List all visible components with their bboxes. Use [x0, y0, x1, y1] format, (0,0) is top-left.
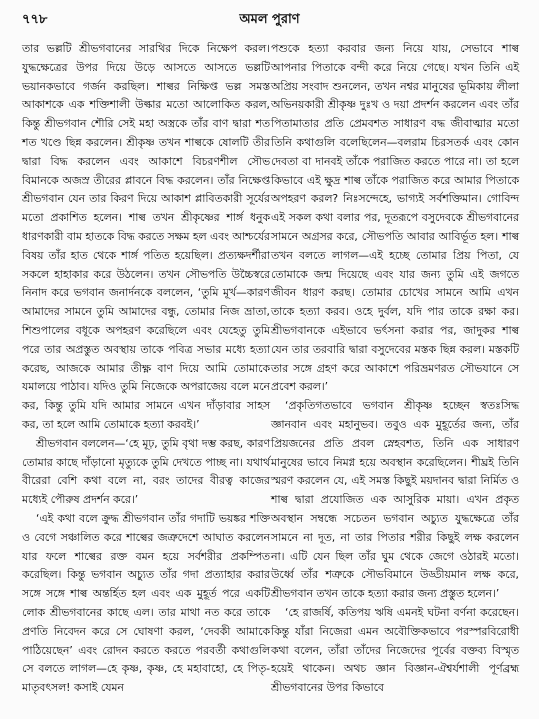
page-header	[22, 8, 517, 32]
paragraph: ‘এই কথা বলে ক্রুদ্ধ শ্রীভগবান তাঁর গদাটি ভয়ঙ্কর শক্তি ও বেগে সঞ্চালিত করে শাল্বের জত্রুদেশে আঘাত করলেন যার ফলে শাল্বের রক্ত বমন হয়ে সর্বশরীর প্রকম্পিত করেছিল। কিন্তু ভগবান অচ্যুত তাঁর গদা প্রত্যাহার করার সঙ্গে সঙ্গে শাল্ব অন্তর্হিত হল এবং এক মুহূর্ত পরে একটি লোক শ্রীভগবানের কাছে এল। তার মাথা নত করে তাকে প্রণতি নিবেদন করে সে ঘোষণা করল, ‘দেবকী আমাকে পাঠিয়েছেন’ এবং রোদন করতে করতে পরবর্তী কথাগুলি সে বলতে লাগল—হে কৃষ্ণ, কৃষ্ণ, হে মহাবাহো, হে পিতৃ-মাতৃবৎসল! কসাই যেমন	[22, 511, 270, 695]
left-column	[22, 40, 270, 698]
paragraph: পশুকে হত্যা করবার জন্য নিয়ে যায়, সেভাবে শাল্ব আপনার পিতাকে বন্দী করে নিয়ে গেছে। যখন তিনি এই অপ্রিয় সংবাদ শুনলেন, তখন নশ্বর মানুষের ভূমিকায় লীলা অভিনয়কারী শ্রীকৃষ্ণ দুঃখ ও দয়া প্রদর্শন করলেন এবং তাঁর পিতামাতার প্রতি প্রেমবশত সাধারণ বদ্ধ জীবাত্মার মতো তিনি কথাগুলি বলেছিলেন—বলরাম চিরসতর্ক এবং কোন দেবতা বা দানবই তাঁকে পরাজিত করতে পারে না। তা হলে কিভাবে এই ক্ষুদ্র শাল্ব তাঁকে পরাজিত করে আমার পিতাকে অপহরণ করল? নিঃসন্দেহে, ভাগ্যই সর্বশক্তিমান। গোবিন্দ এই সকল কথা বলার পর, দূতরূপে বসুদেবকে শ্রীভগবানের সামনে অগ্রসর করে, সৌভপতি আবার আবির্ভূত হল। শাল্ব তখন বলতে লাগল—এই হচ্ছে তোমার প্রিয় পিতা, যে তোমাকে জন্ম দিয়েছে এবং যার জন্য তুমি এই জগতে জীবন ধারণ করছ। তোমার চোখের সামনে আমি এখন তাকে হত্যা করব। ওহে দুর্বল, যদি পার তাকে রক্ষা কর। শ্রীভগবানকে এইভাবে ভর্ৎসনা করার পর, জাদুকর শাল্ব যেন তার তরবারি দ্বারা বসুদেবের মস্তক ছিন্ন করল। মস্তকটি তার সঙ্গে গ্রহণ করে আকাশে পরিভ্রমণরত সৌভযানে সে প্রবেশ করল।’	[271, 42, 519, 394]
paragraph: তার ভল্লটি শ্রীভগবানের সারথির দিকে নিক্ষেপ করল। যুদ্ধক্ষেত্রের উপর দিয়ে উড়ে আসতে আসতে ভল্লটি ভয়ানকভাবে গর্জন করছিল। শাল্বর নিক্ষিপ্ত ভল্ল সমস্ত আকাশকে এক শক্তিশালী উল্কার মতো আলোকিত করল, কিন্তু শ্রীভগবান শৌরি সেই মহা অস্ত্রকে তাঁর বাণ দ্বারা শত শত খণ্ডে ছিন্ন করলেন। শ্রীকৃষ্ণ তখন শাল্বকে ষোলটি তীর দ্বারা বিদ্ধ করলেন এবং আকাশে বিচরণশীল সৌভ বিমানকে অজস্র তীরের প্লাবনে বিদ্ধ করলেন। তাঁর নিক্ষেপ্ত শ্রীভগবান যেন তার কিরণ দিয়ে আকাশ প্লাবিতকারী সূর্যের মতো প্রকাশিত হলেন। শাল্ব তখন শ্রীকৃষ্ণের শার্ঙ্গ ধনুক ধারণকারী বাম হাতকে বিদ্ধ করতে সক্ষম হল এবং আশ্চর্যের বিষয় তাঁর হাত থেকে শার্ঙ্গ পতিত হয়েছিল। প্রত্যক্ষদর্শীরা সকলে হাহাকার করে উঠলেন। তখন সৌভপতি উচ্চৈস্বরে নিনাদ করে ভগবান জনার্দনকে বললেন, ‘তুমি মূর্খ—কারণ আমাদের সামনে তুমি আমাদের বন্ধু, তোমার নিজ ভ্রাতা, শিশুপালের বধূকে অপহরণ করেছিলে এবং যেহেতু তুমি পরে তার অপ্রস্তুত অবস্থায় তাকে পবিত্র সভার মধ্যে হত্যা করেছ, আজকে আমার তীক্ষ্ণ বাণ দিয়ে আমি তোমাকে যমালয়ে পাঠাব। যদিও তুমি নিজেকে অপরাজেয় বলে মনে কর, কিন্তু তুমি যদি আমার সামনে এখন দাঁড়াবার সাহস কর, তা হলে আমি তোমাকে হত্যা করবই।’	[22, 42, 270, 431]
paragraph: ‘হে রাজর্ষি, কতিপয় ঋষি এমনই ঘটনা বর্ণনা করেছেন। কিন্তু যাঁরা নিজেরা এমন অবৌক্তিকভাবে পরস্পরবিরোধী কথা বলেন, তাঁরা তাঁদের নিজেদের পূর্বের বক্তব্য বিস্মৃত হয়েই থাকেন। অথচ জ্ঞান বিজ্ঞান-ঐশ্বর্যশালী পূর্ণব্রহ্ম শ্রীভগবানের উপর কিভাবে	[271, 605, 519, 695]
page-title: অমল পুরাণ	[239, 12, 300, 27]
paragraph: শ্রীভগবান বললেন—‘হে মূঢ়, তুমি বৃথা দম্ভ করছ, কারণ তোমার কাছে দাঁড়ানো মৃত্যুকে তুমি দেখতে পাচ্ছ না। যথার্থ বীরেরা বেশি কথা বলে না, বরং তাদের বীরত্ব কাজের মধ্যেই পৌরুষ প্রদর্শন করে।’	[22, 436, 270, 507]
right-column	[271, 40, 519, 698]
page-number: ৭৭৮	[22, 12, 48, 27]
paragraph: ‘প্রকৃতিগতভাবে ভগবান শ্রীকৃষ্ণ হচ্ছেন স্বতঃসিদ্ধ জ্ঞানবান এবং মহানুভব। তবুও এক মুহূর্তের জন্য, তাঁর প্রিয়জনের প্রতি প্রবল স্নেহবশত, তিনি এক সাধারণ মানুষের ভাবে নিমগ্ন হয়ে অবস্থান করেছিলেন। শীঘ্রই তিনি স্মরণ করলেন যে, এই সমস্ত কিছুই ময়দানব দ্বারা নির্মিত ও শাল্ব দ্বারা প্রযোজিত এক আসুরিক মায়া। এখন প্রকৃত অবস্থান সম্বন্ধে সচেতন ভগবান অচ্যুত যুদ্ধক্ষেত্রে তাঁর সামনে না দূত, না তার পিতার শরীর কিছুই লক্ষ করলেন না। এটি যেন ছিল তাঁর ঘুম থেকে জেগে ওঠারই মতো। উর্ধ্বে তাঁর শত্রুকে সৌভবিমানে উড্ডীয়মান লক্ষ করে, শ্রীভগবান তখন তাকে হত্যা করার জন্য প্রস্তুত হলেন।’	[271, 399, 519, 601]
